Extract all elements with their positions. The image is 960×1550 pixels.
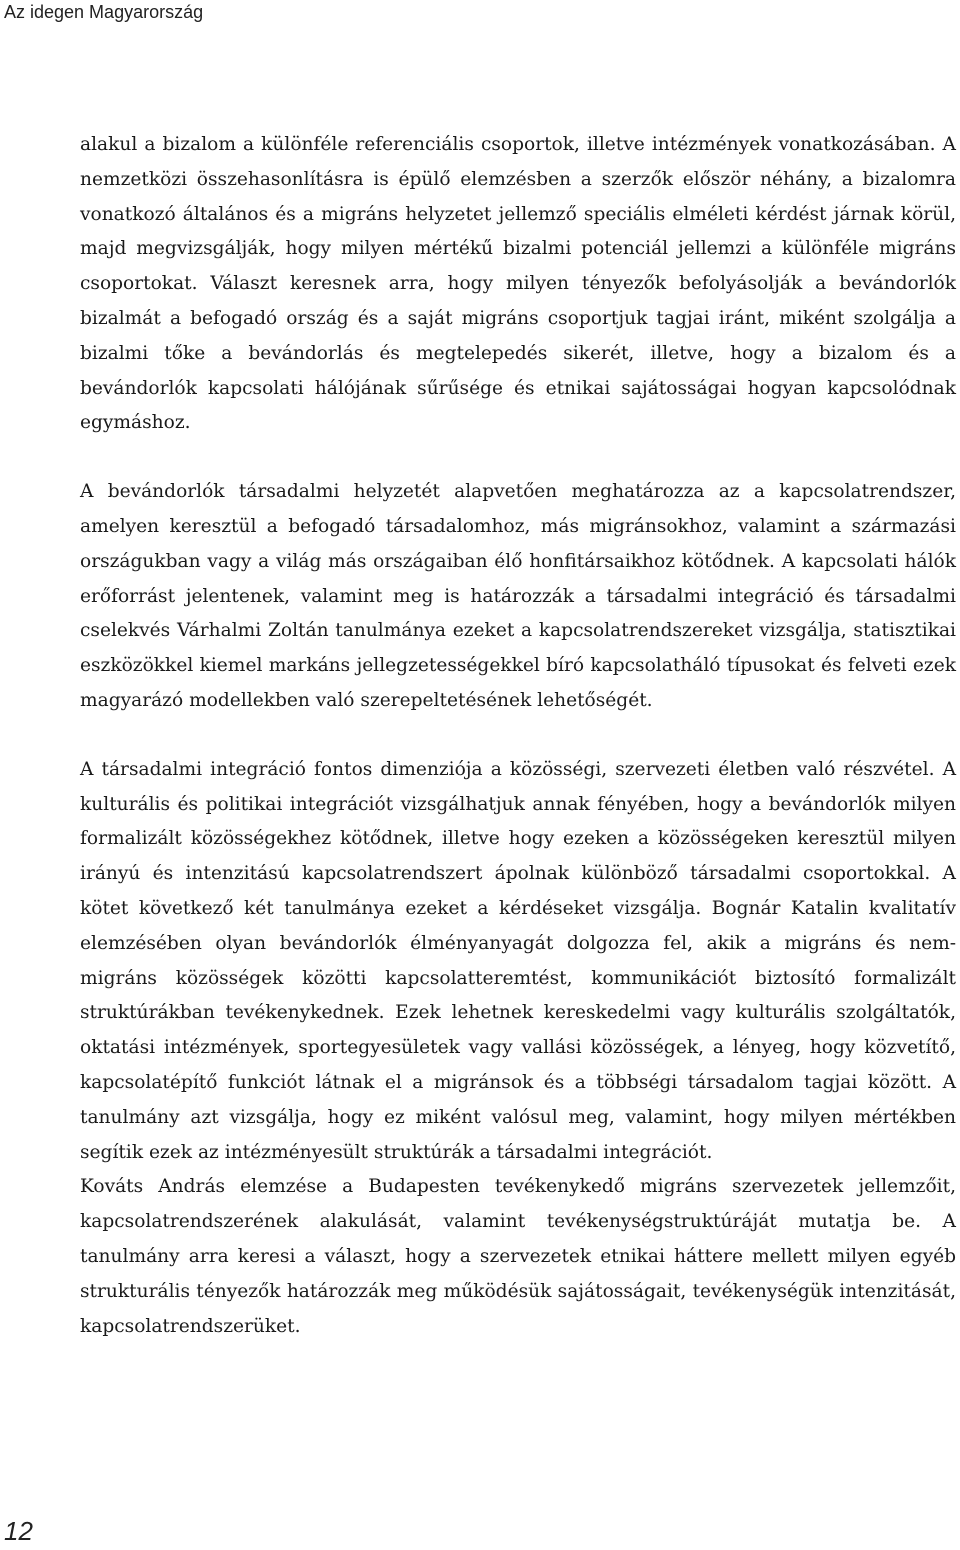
page-number: 12	[4, 1516, 33, 1546]
running-header-title: Az idegen Magyarország	[4, 2, 204, 22]
paragraph-1: alakul a bizalom a különféle referenciális csoportok, illetve intézmények vonatkozásában. A nemzetközi összehasonlításra is épülő elemzésben a szerzők először néhány, a bizalomra vonatkozó általános és a migráns helyzetet jellemző speciális elméleti kérdést járnak körül, majd megvizsgálják, hogy milyen mértékű bizalmi potenciál jellemzi a különféle migráns csoportokat. Választ keresnek arra, hogy milyen tényezők befolyásolják a bevándorlók bizalmát a befogadó ország és a saját migráns csoportjuk tagjai iránt, miként szolgálja a bizalmi tőke a bevándorlás és megtelepedés sikerét, illetve, hogy a bizalom és a bevándorlók kapcsolati hálójának sűrűsége és etnikai sajátosságai hogyan kapcsolódnak egymáshoz.	[80, 134, 956, 434]
paragraph-4: Kováts András elemzése a Budapesten tevékenykedő migráns szervezetek jellemzőit, kapcsolatrendszerének alakulását, valamint tevékenységstruktúráját mutatja be. A tanulmány arra keresi a választ, hogy a szervezetek etnikai háttere mellett milyen egyéb strukturális tényezők határozzák meg működésük sajátosságait, tevékenységük intenzitását, kapcsolatrendszerüket.	[80, 1176, 956, 1337]
paragraph-2: A bevándorlók társadalmi helyzetét alapvetően meghatározza az a kapcsolatrendszer, amelyen keresztül a befogadó társadalomhoz, más migránsokhoz, valamint a származási országukban vagy a világ más országaiban élő honfitársaikhoz kötődnek. A kapcsolati hálók erőforrást jelentenek, valamint meg is határozzák a társadalmi integráció és társadalmi cselekvés Várhalmi Zoltán tanulmánya ezeket a kapcsolatrendszereket vizsgálja, statisztikai eszközökkel kiemel markáns jellegzetességekkel bíró kapcsolatháló típusokat és felveti ezek magyarázó modellekben való szerepeltetésének lehetőségét.	[80, 481, 956, 711]
body-text	[80, 128, 956, 1344]
paragraph-3: A társadalmi integráció fontos dimenziója a közösségi, szervezeti életben való részvétel. A kulturális és politikai integrációt vizsgálhatjuk annak fényében, hogy a bevándorlók milyen formalizált közösségekhez kötődnek, illetve hogy ezeken a közösségeken keresztül milyen irányú és intenzitású kapcsolatrendszert ápolnak különböző társadalmi csoportokkal. A kötet következő két tanulmánya ezeket a kérdéseket vizsgálja. Bognár Katalin kvalitatív elemzésében olyan bevándorlók élményanyagát dolgozza fel, akik a migráns és nem-migráns közösségek közötti kapcsolatteremtést, kommunikációt biztosító formalizált struktúrákban tevékenykednek. Ezek lehetnek kereskedelmi vagy kulturális szolgáltatók, oktatási intézmények, sportegyesületek vagy vallási közösségek, a lényeg, hogy közvetítő, kapcsolatépítő funkciót látnak el a migránsok és a többségi társadalom tagjai között. A tanulmány azt vizsgálja, hogy ez miként valósul meg, valamint, hogy milyen mértékben segítik ezek az intézményesült struktúrák a társadalmi integrációt.	[80, 758, 956, 1163]
